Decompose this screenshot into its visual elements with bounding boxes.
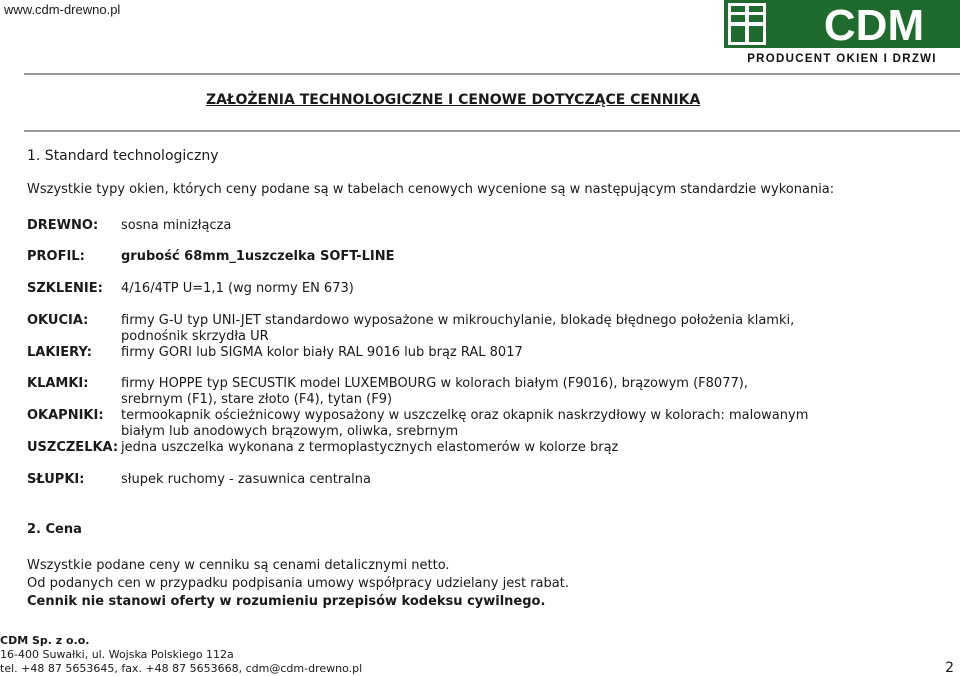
slupki-value: słupek ruchomy - zasuwnica centralna <box>121 472 371 487</box>
okucia-value-line-1: firmy G-U typ UNI-JET standardowo wyposażone w mikrouchylanie, blokadę błędnego położenia klamki, <box>121 313 795 328</box>
footer-address: 16-400 Suwałki, ul. Wojska Polskiego 112a <box>0 648 234 661</box>
profil-label: PROFIL: <box>27 249 85 264</box>
uszczelka-label: USZCZELKA: <box>27 440 119 455</box>
price-disclaimer: Cennik nie stanowi oferty w rozumieniu przepisów kodeksu cywilnego. <box>27 594 546 609</box>
logo-tagline: PRODUCENT OKIEN I DRZWI <box>747 53 937 65</box>
drewno-label: DREWNO: <box>27 218 99 233</box>
drewno-value: sosna minizłącza <box>121 218 232 233</box>
footer-company: CDM Sp. z o.o. <box>0 634 90 647</box>
header-rule-top <box>24 73 960 75</box>
cdm-logo <box>724 0 960 68</box>
price-note-2: Od podanych cen w przypadku podpisania umowy współpracy udzielany jest rabat. <box>27 576 569 591</box>
klamki-value-line-1: firmy HOPPE typ SECUSTIK model LUXEMBOURG w kolorach białym (F9016), brązowym (F8077), <box>121 376 748 391</box>
profil-value: grubość 68mm_1uszczelka SOFT-LINE <box>121 249 395 264</box>
okucia-value-line-2: podnośnik skrzydła UR <box>121 329 269 344</box>
okapniki-value-line-2: białym lub anodowych brązowym, oliwka, srebrnym <box>121 424 459 439</box>
section-1-heading: 1. Standard technologiczny <box>27 148 219 164</box>
page-title: ZAŁOŻENIA TECHNOLOGICZNE I CENOWE DOTYCZĄCE CENNIKA <box>206 92 701 108</box>
page-number: 2 <box>945 660 954 676</box>
uszczelka-value: jedna uszczelka wykonana z termoplastycznych elastomerów w kolorze brąz <box>121 440 619 455</box>
okapniki-label: OKAPNIKI: <box>27 408 104 423</box>
site-url: www.cdm-drewno.pl <box>4 2 121 17</box>
slupki-label: SŁUPKI: <box>27 472 85 487</box>
okapniki-value-line-1: termookapnik ościeżnicowy wyposażony w uszczelkę oraz okapnik naskrzydłowy w kolorach: malowanym <box>121 408 809 423</box>
klamki-value-line-2: srebrnym (F1), stare złoto (F4), tytan (F9) <box>121 392 393 407</box>
okucia-label: OKUCIA: <box>27 313 89 328</box>
szklenie-value: 4/16/4TP U=1,1 (wg normy EN 673) <box>121 281 354 296</box>
lakiery-value: firmy GORI lub SIGMA kolor biały RAL 9016 lub brąz RAL 8017 <box>121 345 523 360</box>
header-rule-bottom <box>24 130 960 132</box>
logo-wordmark: CDM <box>823 1 925 50</box>
szklenie-label: SZKLENIE: <box>27 281 103 296</box>
klamki-label: KLAMKI: <box>27 376 89 391</box>
footer-contact: tel. +48 87 5653645, fax. +48 87 5653668, cdm@cdm-drewno.pl <box>0 662 363 675</box>
lakiery-label: LAKIERY: <box>27 345 92 360</box>
price-note-1: Wszystkie podane ceny w cenniku są cenami detalicznymi netto. <box>27 558 450 573</box>
section-2-heading: 2. Cena <box>27 522 82 537</box>
window-icon <box>728 3 766 45</box>
section-1-intro: Wszystkie typy okien, których ceny podane są w tabelach cenowych wycenione są w następującym standardzie wykonania: <box>27 182 835 197</box>
